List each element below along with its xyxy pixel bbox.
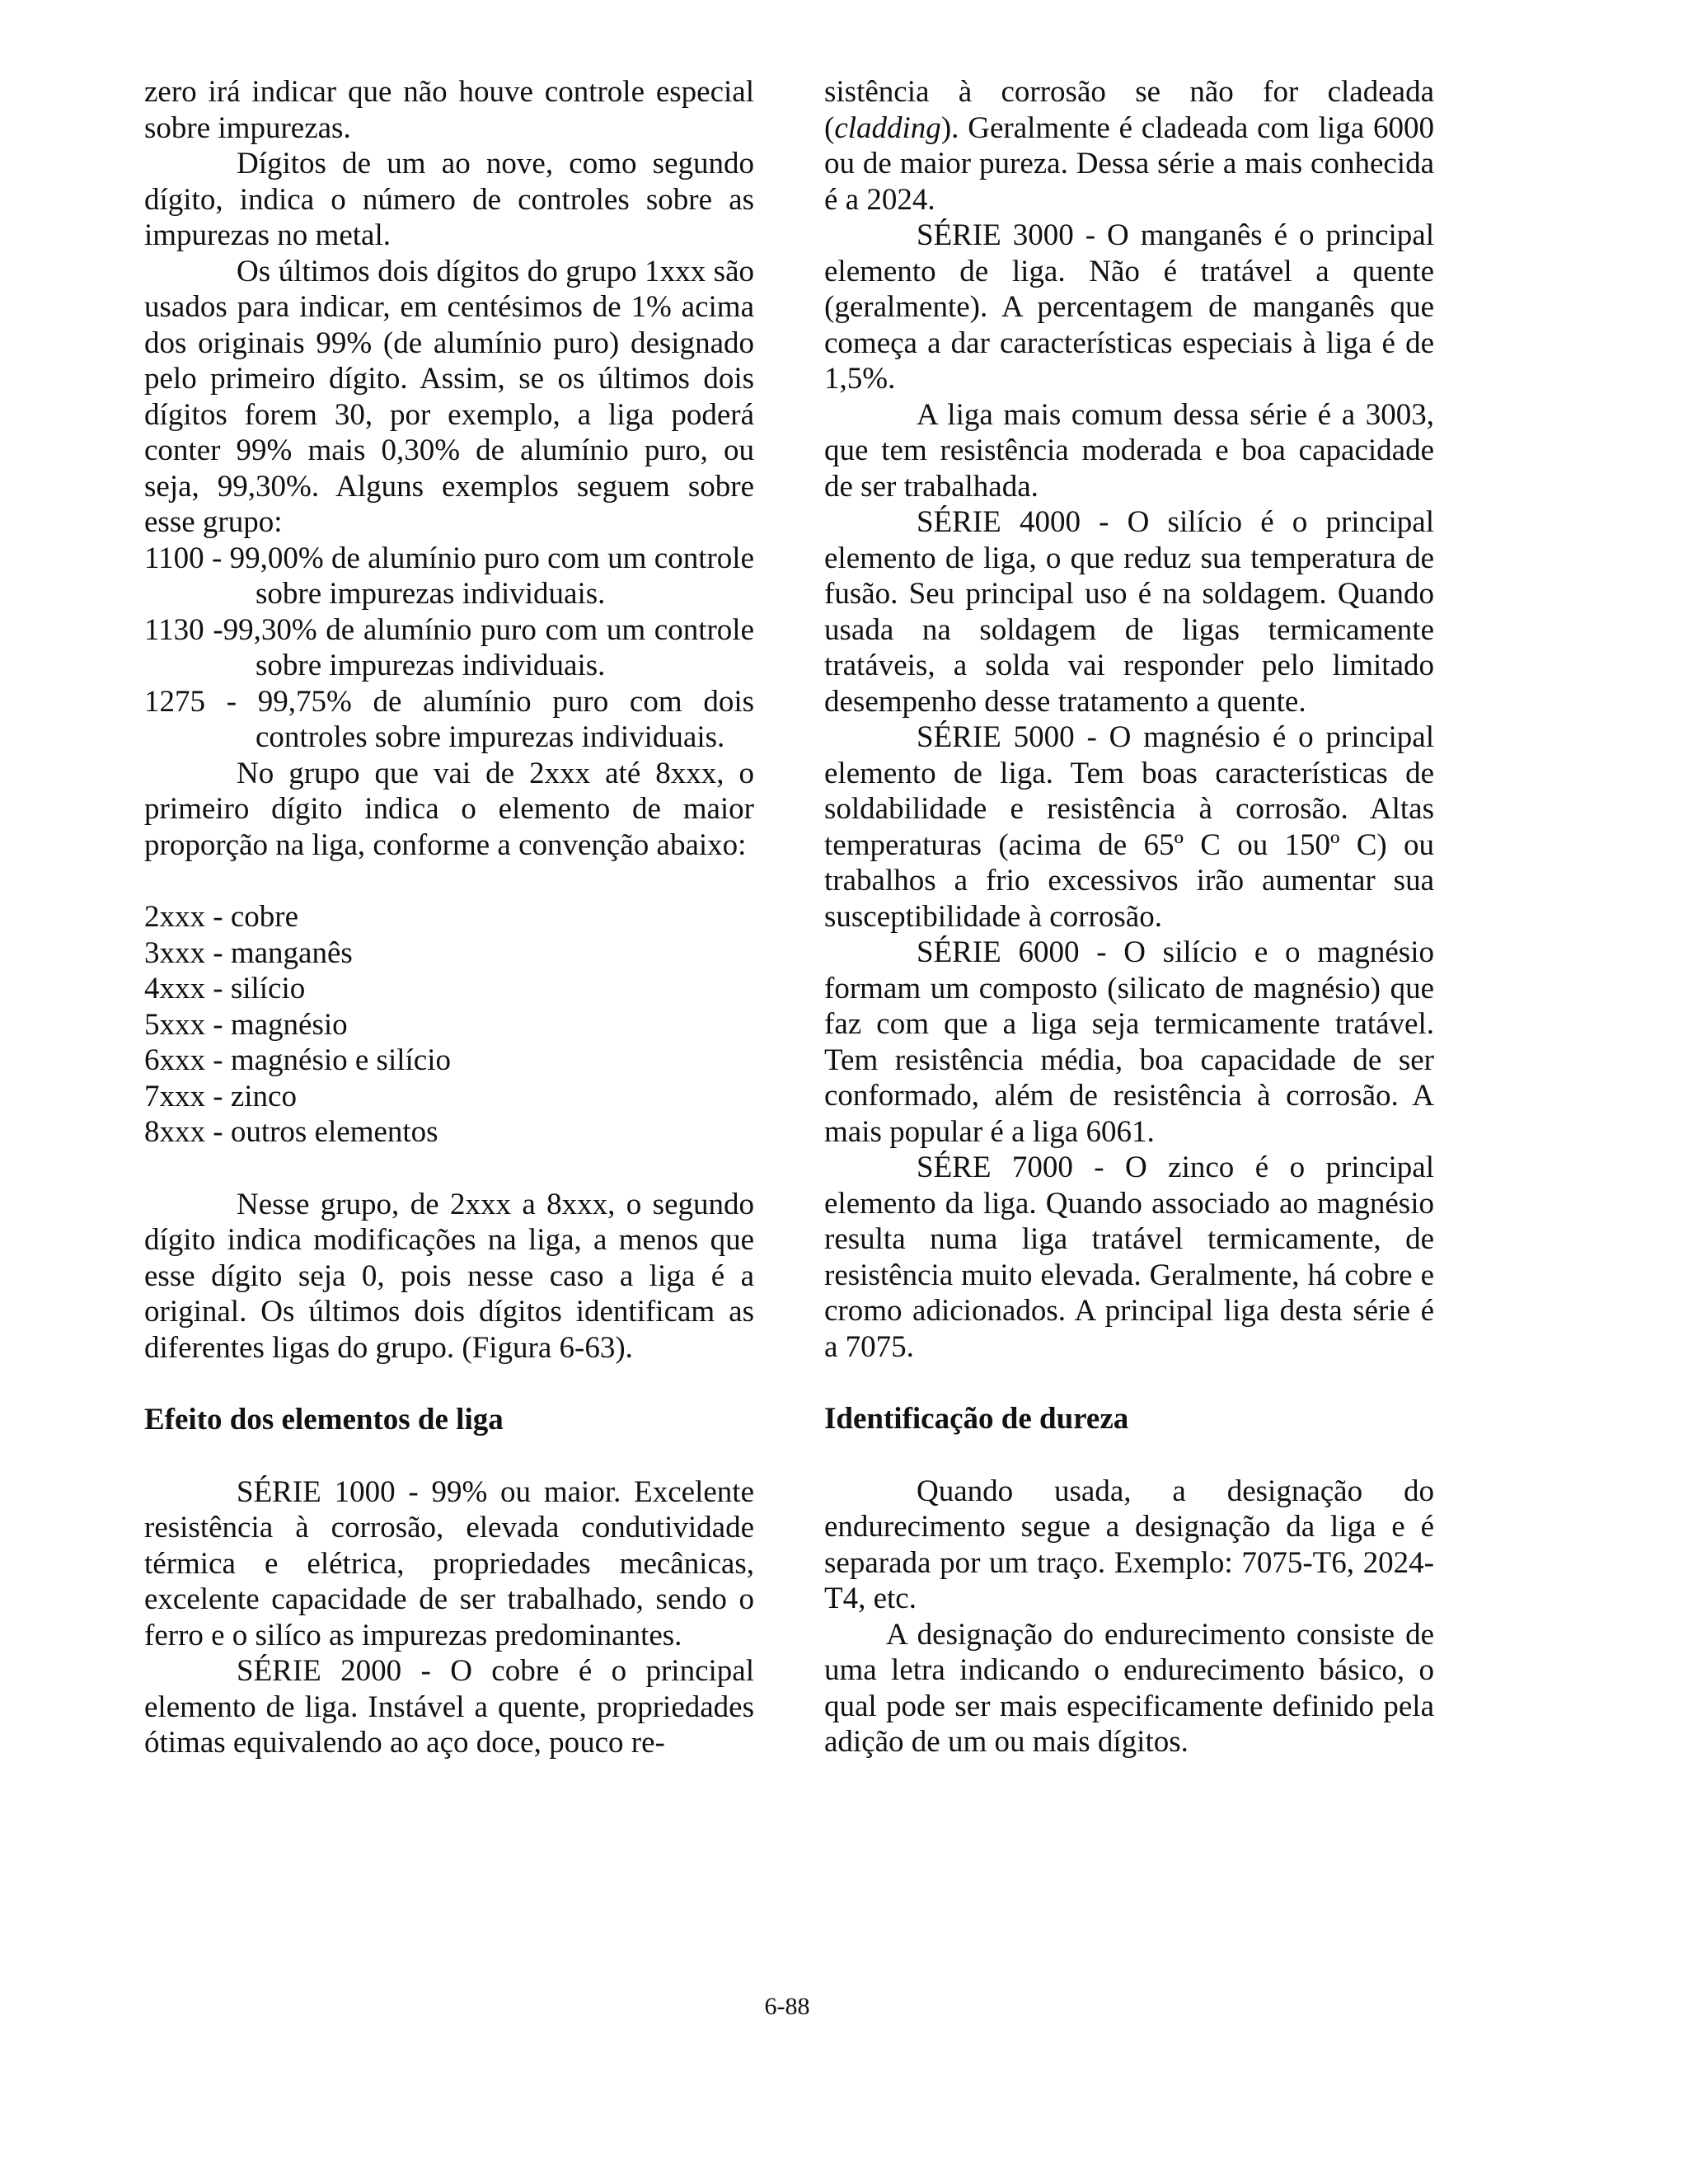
- left-column: [144, 74, 754, 1761]
- paragraph: SÉRIE 5000 - O magnésio é o principal elemento de liga. Tem boas características de soldabilidade e resistência à corrosão. Altas temperaturas (acima de 65º C ou 150º C) ou trabalhos a frio excessivos irão aumentar sua susceptibilidade à corrosão.: [824, 720, 1434, 934]
- list-item: 7xxx - zinco: [144, 1079, 297, 1113]
- list-item: 5xxx - magnésio: [144, 1007, 348, 1042]
- paragraph: SÉRIE 2000 - O cobre é o principal elemento de liga. Instável a quente, propriedades ótimas equivalendo ao aço doce, pouco re-: [144, 1654, 754, 1760]
- list-item: 8xxx - outros elementos: [144, 1115, 438, 1149]
- list-item: 4xxx - silício: [144, 972, 306, 1005]
- paragraph-text: ). Geralmente é cladeada com liga 6000 ou de maior pureza. Dessa série a mais conhecida é a 2024.: [824, 110, 1434, 217]
- paragraph: SÉRE 7000 - O zinco é o principal elemento da liga. Quando associado ao magnésio resulta numa liga tratável termicamente, de resistência muito elevada. Geralmente, há cobre e cromo adicionados. A principal liga desta série é a 7075.: [824, 1151, 1434, 1364]
- example-item: 1275 - 99,75% de alumínio puro com dois controles sobre impurezas individuais.: [144, 684, 754, 754]
- section-heading: Identificação de dureza: [824, 1402, 1129, 1436]
- italic-term: cladding: [834, 110, 941, 145]
- paragraph: No grupo que vai de 2xxx até 8xxx, o primeiro dígito indica o elemento de maior proporção na liga, conforme a convenção abaixo:: [144, 756, 754, 862]
- paragraph-text: sistência à corrosão se não for cladeada (: [824, 75, 1434, 145]
- paragraph: Dígitos de um ao nove, como segundo dígito, indica o número de controles sobre as impurezas no metal.: [144, 147, 754, 252]
- paragraph: SÉRIE 3000 - O manganês é o principal elemento de liga. Não é tratável a quente (geralmente). A percentagem de manganês que começa a dar características especiais à liga é de 1,5%.: [824, 218, 1434, 396]
- paragraph: Quando usada, a designação do endurecimento segue a designação da liga e é separada por um traço. Exemplo: 7075-T6, 2024-T4, etc.: [824, 1474, 1434, 1615]
- right-column: [824, 74, 1434, 1760]
- list-item: 3xxx - manganês: [144, 935, 353, 970]
- page-number: 6-88: [764, 1993, 810, 2020]
- paragraph: Nesse grupo, de 2xxx a 8xxx, o segundo dígito indica modificações na liga, a menos que esse dígito seja 0, pois nesse caso a liga é a original. Os últimos dois dígitos identificam as diferentes ligas do grupo. (Figura 6-63).: [144, 1187, 754, 1365]
- list-item: 2xxx - cobre: [144, 900, 298, 934]
- paragraph: A liga mais comum dessa série é a 3003, que tem resistência moderada e boa capacidade de ser trabalhada.: [824, 397, 1434, 504]
- paragraph: SÉRIE 6000 - O silício e o magnésio formam um composto (silicato de magnésio) que faz com que a liga seja termicamente tratável. Tem resistência média, boa capacidade de ser conformado, além de resistência à corrosão. A mais popular é a liga 6061.: [824, 935, 1434, 1149]
- paragraph: Os últimos dois dígitos do grupo 1xxx são usados para indicar, em centésimos de 1% acima dos originais 99% (de alumínio puro) designado pelo primeiro dígito. Assim, se os últimos dois dígitos forem 30, por exemplo, a liga poderá conter 99% mais 0,30% de alumínio puro, ou seja, 99,30%. Alguns exemplos seguem sobre esse grupo:: [144, 254, 754, 539]
- series-list: [144, 899, 754, 1151]
- paragraph: SÉRIE 1000 - 99% ou maior. Excelente resistência à corrosão, elevada condutividade térmica e elétrica, propriedades mecânicas, excelente capacidade de ser trabalhado, sendo o ferro e o silíco as impurezas predominantes.: [144, 1474, 754, 1652]
- list-item: 6xxx - magnésio e silício: [144, 1043, 451, 1077]
- paragraph: SÉRIE 4000 - O silício é o principal elemento de liga, o que reduz sua temperatura de fusão. Seu principal uso é na soldagem. Quando usada na soldagem de ligas termicamente tratáveis, a solda vai responder pelo limitado desempenho desse tratamento a quente.: [824, 505, 1434, 719]
- section-heading: Efeito dos elementos de liga: [144, 1403, 504, 1436]
- example-item: 1130 -99,30% de alumínio puro com um controle sobre impurezas individuais.: [144, 612, 754, 682]
- paragraph: A designação do endurecimento consiste de uma letra indicando o endurecimento básico, o qual pode ser mais especificamente definido pela adição de um ou mais dígitos.: [824, 1617, 1434, 1759]
- paragraph: zero irá indicar que não houve controle especial sobre impurezas.: [144, 75, 754, 145]
- example-item: 1100 - 99,00% de alumínio puro com um controle sobre impurezas individuais.: [144, 541, 754, 611]
- paragraph: [824, 74, 1434, 218]
